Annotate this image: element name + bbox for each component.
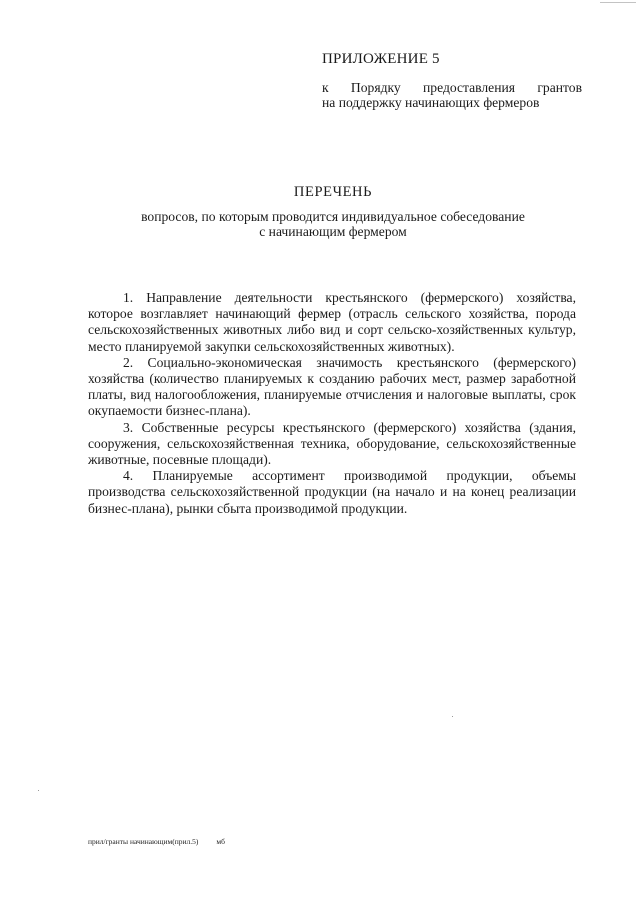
document-subtitle-line-2: с начинающим фермером — [259, 224, 407, 239]
document-subtitle — [0, 209, 640, 239]
annex-title: ПРИЛОЖЕНИЕ 5 — [322, 51, 440, 67]
document-subtitle-line-1: вопросов, по которым проводится индивидуальное собеседование — [141, 209, 525, 224]
scan-edge-mark — [600, 2, 636, 3]
question-item-3: 3. Собственные ресурсы крестьянского (фермерского) хозяйства (здания, сооружения, сельскохозяйственная техника, оборудование, сельскохозяйственные животные, посевные площади). — [88, 419, 576, 468]
file-path-footer — [88, 837, 225, 846]
questions-list — [88, 290, 576, 517]
footer-code: мб — [216, 837, 225, 846]
scan-speck — [452, 716, 453, 717]
annex-subtitle-line-2: на поддержку начинающих фермеров — [322, 95, 540, 110]
annex-block — [322, 50, 582, 110]
annex-subtitle-line-1: к Порядку предоставления грантов — [322, 80, 582, 95]
document-title: ПЕРЕЧЕНЬ — [293, 184, 373, 200]
footer-file-path: прил/гранты начинающим(прил.5) — [88, 837, 199, 846]
question-item-1: 1. Направление деятельности крестьянского (фермерского) хозяйства, которое возглавляет начинающий фермер (отрасль сельского хозяйства, порода сельскохозяйственных животных либо вид и сорт сельско-хозяйственных культур, место планируемой закупки сельскохозяйственных животных). — [88, 290, 576, 354]
question-item-2: 2. Социально-экономическая значимость крестьянского (фермерского) хозяйства (количество планируемых к созданию рабочих мест, размер заработной платы, вид налогообложения, планируемые отчисления и налоговые выплаты, срок окупаемости бизнес-плана). — [88, 354, 576, 419]
annex-subtitle — [322, 80, 582, 110]
question-item-4: 4. Планируемые ассортимент производимой продукции, объемы производства сельскохозяйственной продукции (на начало и на конец реализации бизнес-плана), рынки сбыта производимой продукции. — [88, 468, 576, 516]
scan-speck — [38, 790, 39, 791]
document-heading — [0, 183, 640, 239]
